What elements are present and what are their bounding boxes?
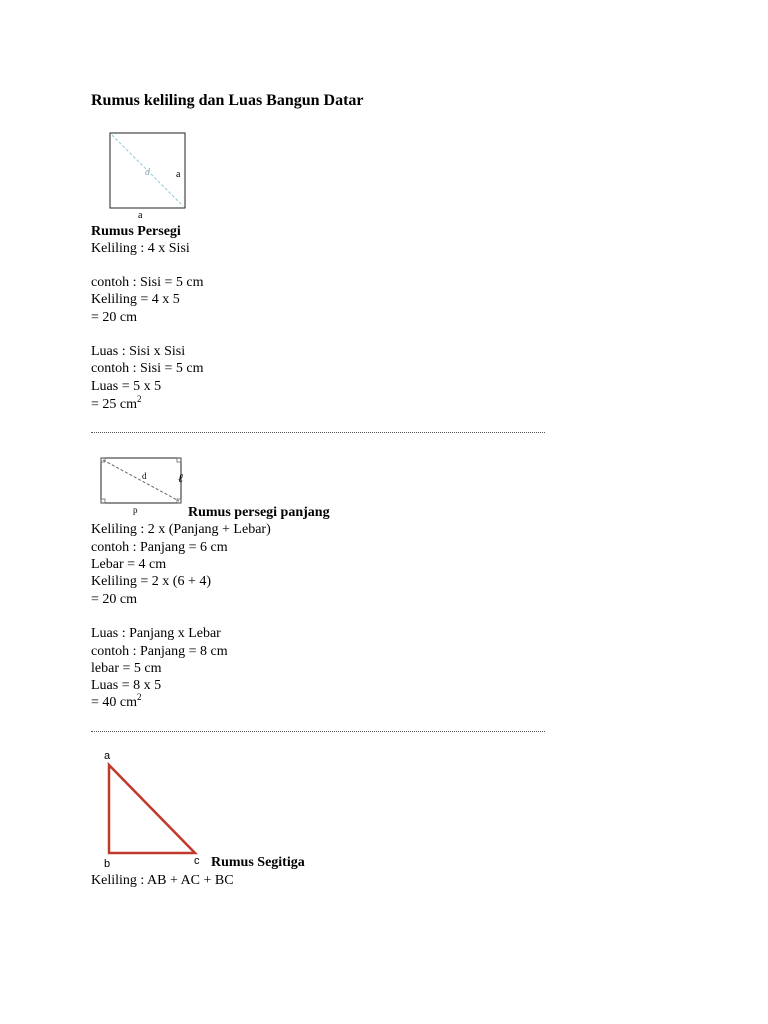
square-figure — [95, 125, 195, 220]
triangle-vertex-c: c — [194, 855, 200, 867]
triangle-vertex-a: a — [104, 750, 111, 762]
square-line: contoh : Sisi = 5 cm — [91, 275, 204, 290]
rectangle-heading: Rumus persegi panjang — [188, 505, 330, 520]
rectangle-diagonal-label: d — [142, 471, 147, 481]
square-diagonal-label: d — [145, 167, 150, 178]
rectangle-line: Lebar = 4 cm — [91, 557, 167, 572]
square-heading: Rumus Persegi — [91, 224, 181, 239]
rectangle-line: Luas = 8 x 5 — [91, 678, 162, 693]
rectangle-area-result: = 40 $cm^2$ — [91, 692, 142, 710]
rectangle-line: Luas : Panjang x Lebar — [91, 626, 221, 641]
rectangle-line: = 20 cm — [91, 592, 137, 607]
square-area-result: = 25 $cm^2$ — [91, 394, 142, 412]
rectangle-line: Keliling = 2 x (6 + 4) — [91, 574, 211, 589]
triangle-figure — [97, 745, 212, 870]
square-line: Keliling : 4 x Sisi — [91, 241, 190, 256]
triangle-heading: Rumus Segitiga — [211, 855, 305, 870]
section-divider — [91, 731, 545, 732]
triangle-line: Keliling : AB + AC + BC — [91, 873, 234, 888]
section-divider — [91, 432, 545, 433]
rectangle-line: lebar = 5 cm — [91, 661, 162, 676]
rectangle-line: contoh : Panjang = 6 cm — [91, 540, 228, 555]
rectangle-line: contoh : Panjang = 8 cm — [91, 644, 228, 659]
square-line: contoh : Sisi = 5 cm — [91, 361, 204, 376]
rectangle-figure — [95, 452, 195, 520]
rectangle-diagonal — [103, 460, 179, 501]
rectangle-side-label-bottom: p — [133, 505, 138, 515]
rectangle-line: Keliling : 2 x (Panjang + Lebar) — [91, 522, 271, 537]
triangle-vertex-b: b — [104, 858, 111, 870]
page-title: Rumus keliling dan Luas Bangun Datar — [91, 92, 364, 109]
square-line: Luas : Sisi x Sisi — [91, 344, 186, 359]
square-side-label-right: a — [176, 169, 181, 180]
superscript: 2 — [137, 692, 142, 702]
triangle-shape — [109, 765, 195, 853]
square-side-label-bottom: a — [138, 210, 143, 220]
rectangle-side-label-right: ℓ — [178, 471, 183, 485]
square-line: = 20 cm — [91, 310, 137, 325]
square-line: Luas = 5 x 5 — [91, 379, 162, 394]
square-line: Keliling = 4 x 5 — [91, 292, 180, 307]
superscript: 2 — [137, 394, 142, 404]
